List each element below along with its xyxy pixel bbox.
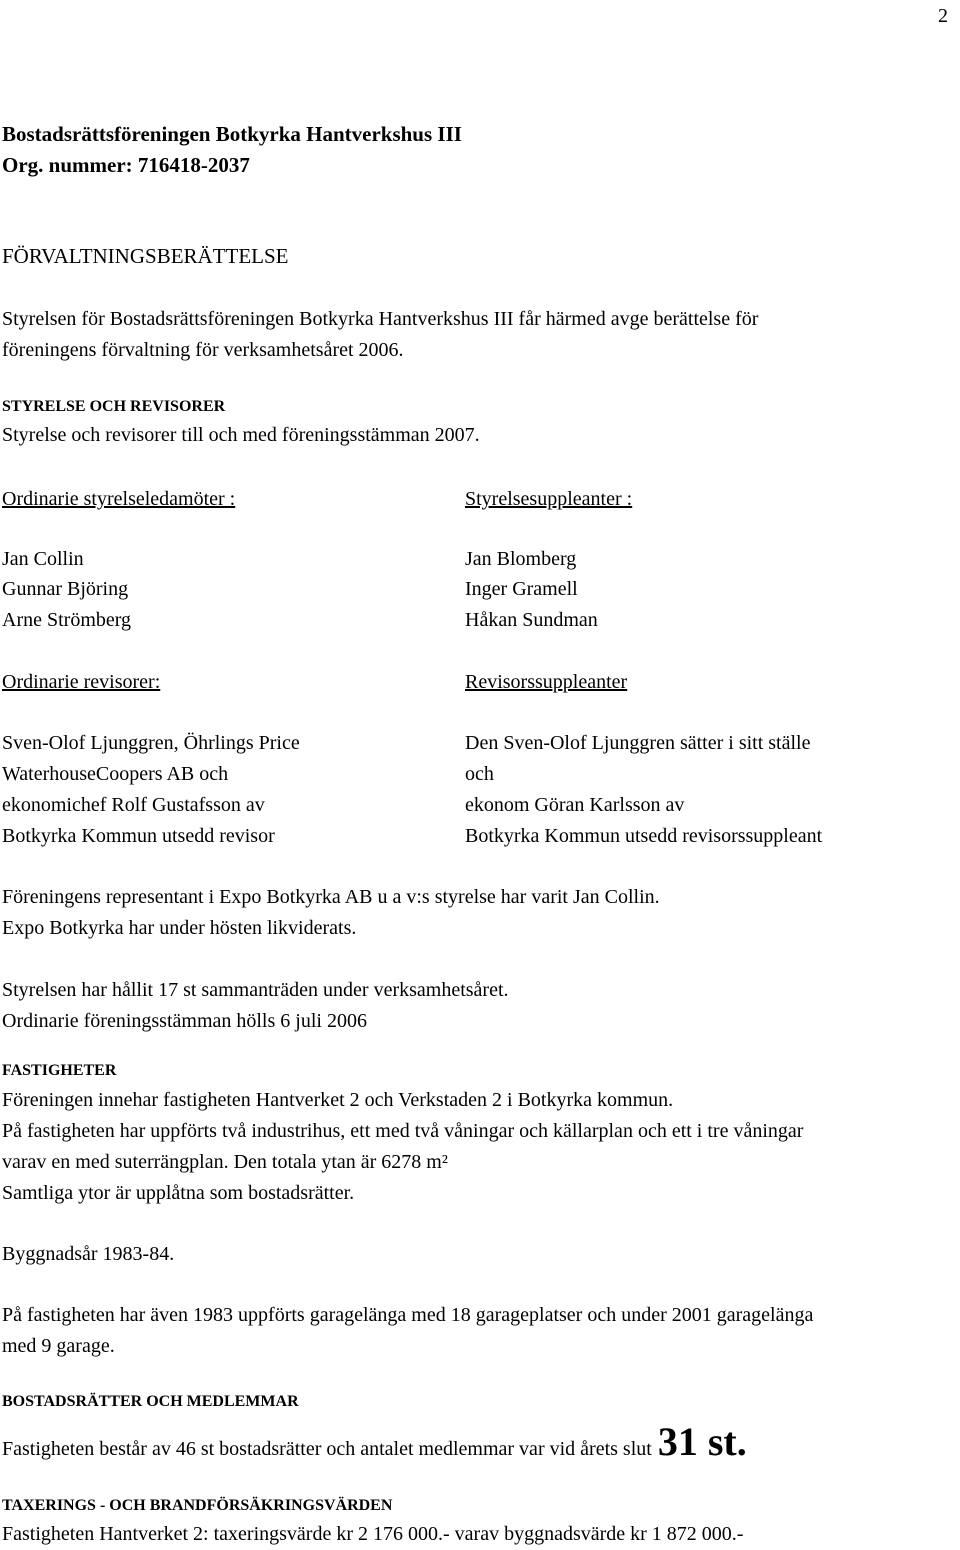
- expo-note: Expo Botkyrka har under hösten likviderats.: [2, 917, 357, 939]
- members-section-heading: BOSTADSRÄTTER OCH MEDLEMMAR: [2, 1393, 299, 1410]
- page-number: 2: [938, 5, 948, 27]
- expo-note: Föreningens representant i Expo Botkyrka AB u a v:s styrelse har varit Jan Collin.: [2, 886, 660, 908]
- auditor-line: Sven-Olof Ljunggren, Öhrlings Price: [2, 732, 300, 754]
- report-title: FÖRVALTNINGSBERÄTTELSE: [2, 244, 289, 268]
- property-line: Föreningen innehar fastigheten Hantverket 2 och Verkstaden 2 i Botkyrka kommun.: [2, 1089, 674, 1111]
- board-member: Arne Strömberg: [2, 609, 132, 631]
- auditor-line: WaterhouseCoopers AB och: [2, 763, 229, 785]
- auditor-line: Botkyrka Kommun utsedd revisor: [2, 825, 275, 847]
- board-subtitle: Styrelse och revisorer till och med föreningsstämman 2007.: [2, 424, 480, 446]
- garage-line: På fastigheten har även 1983 uppförts garagelänga med 18 garageplatser och under 2001 garagelänga: [2, 1304, 814, 1326]
- board-member: Jan Collin: [2, 548, 84, 570]
- property-heading: FASTIGHETER: [2, 1062, 117, 1079]
- insurance-line: Fastigheten Hantverket 2: taxeringsvärde kr 2 176 000.- varav byggnadsvärde kr 1 872 000.-: [2, 1523, 744, 1545]
- property-line: Samtliga ytor är upplåtna som bostadsrätter.: [2, 1182, 355, 1204]
- property-line: varav en med suterrängplan. Den totala ytan är 6278 m²: [2, 1151, 448, 1173]
- members-statement: [2, 1419, 747, 1464]
- board-member: Gunnar Björing: [2, 578, 129, 600]
- org-number: Org. nummer: 716418-2037: [2, 153, 250, 177]
- meetings-note: Styrelsen har hållit 17 st sammanträden under verksamhetsåret.: [2, 979, 509, 1001]
- board-deputy: Jan Blomberg: [465, 548, 577, 570]
- board-heading: STYRELSE OCH REVISORER: [2, 398, 226, 415]
- org-name: Bostadsrättsföreningen Botkyrka Hantverkshus III: [2, 122, 462, 146]
- auditor-deputies-heading: Revisorssuppleanter: [465, 671, 628, 693]
- members-heading: Ordinarie styrelseledamöter :: [2, 488, 236, 510]
- members-text: Fastigheten består av 46 st bostadsrätter och antalet medlemmar var vid årets slut: [2, 1438, 652, 1460]
- intro-line: Styrelsen för Bostadsrättsföreningen Botkyrka Hantverkshus III får härmed avge berättelse för: [2, 308, 759, 330]
- garage-line: med 9 garage.: [2, 1335, 115, 1357]
- members-count: 31 st.: [657, 1419, 747, 1464]
- board-deputy: Håkan Sundman: [465, 609, 598, 631]
- built-year: Byggnadsår 1983-84.: [2, 1243, 175, 1265]
- property-line: På fastigheten har uppförts två industrihus, ett med två våningar och källarplan och ett i tre våningar: [2, 1120, 804, 1142]
- auditor-line: ekonomichef Rolf Gustafsson av: [2, 794, 265, 816]
- auditor-deputy-line: Den Sven-Olof Ljunggren sätter i sitt ställe: [465, 732, 811, 754]
- auditor-deputy-line: ekonom Göran Karlsson av: [465, 794, 685, 816]
- deputies-heading: Styrelsesuppleanter :: [465, 488, 633, 510]
- auditor-deputy-line: och: [465, 763, 494, 785]
- board-deputy: Inger Gramell: [465, 578, 578, 600]
- meetings-note: Ordinarie föreningsstämman hölls 6 juli 2006: [2, 1010, 367, 1032]
- auditors-heading: Ordinarie revisorer:: [2, 671, 161, 693]
- auditor-deputy-line: Botkyrka Kommun utsedd revisorssuppleant: [465, 825, 823, 847]
- insurance-heading: TAXERINGS - OCH BRANDFÖRSÄKRINGSVÄRDEN: [2, 1497, 393, 1514]
- intro-line: föreningens förvaltning för verksamhetsåret 2006.: [2, 339, 404, 361]
